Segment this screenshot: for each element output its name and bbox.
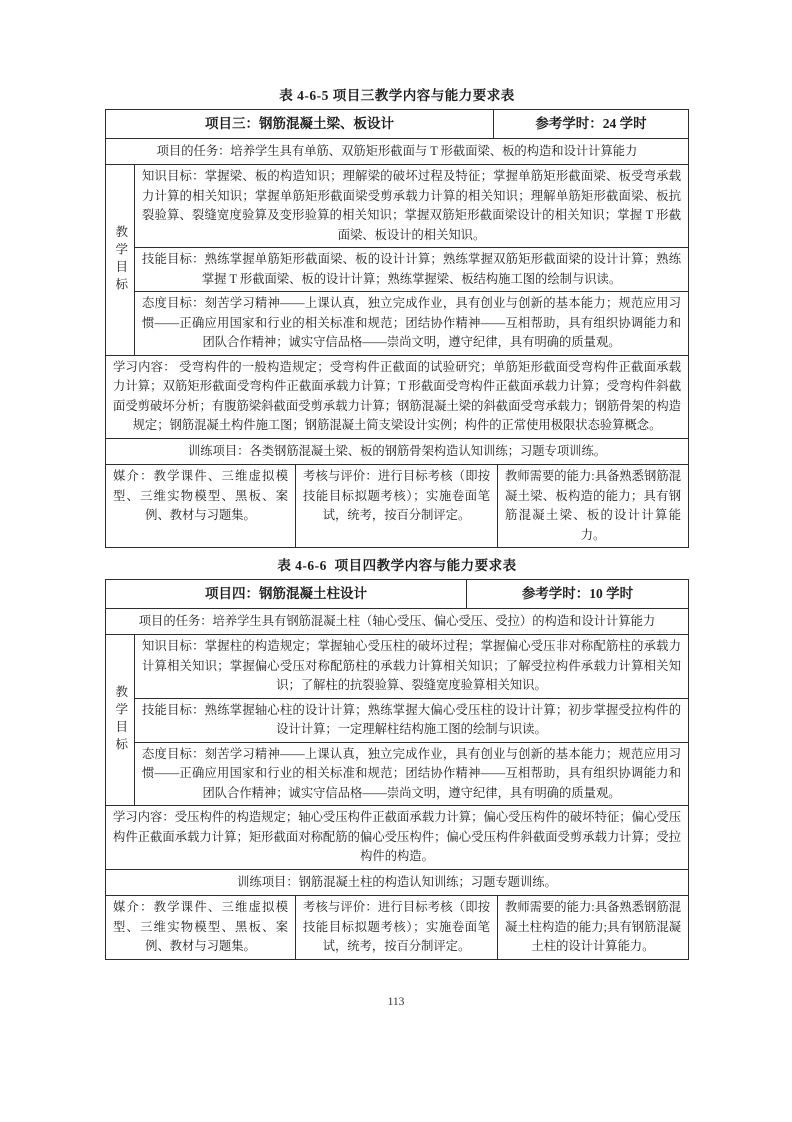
table1-knowledge-goal: 知识目标：掌握梁、板的构造知识；理解梁的破坏过程及特征；掌握单筋矩形截面梁、板受弯承载力计算的相关知识；掌握单筋矩形截面梁受剪承载力计算的相关知识；理解单筋矩形截面梁、板抗裂验算、裂缝宽度验算及变形验算的相关知识；掌握双筋矩形截面梁设计的相关知识；掌握 T 形截面梁、板设计的相关知识。	[142, 169, 681, 242]
table2-task-row: 项目的任务：培养学生具有钢筋混凝土柱（轴心受压、偏心受压、受拉）的构造和设计计算能力	[106, 608, 688, 635]
table1-teacher-ability-cell: 教师需要的能力:具备熟悉钢筋混凝土梁、板构造的能力；具有钢筋混凝土梁、板的设计计算能力。	[505, 469, 681, 542]
table1-skill-goal: 技能目标：熟练掌握单筋矩形截面梁、板的设计计算；熟练掌握双筋矩形截面梁的设计计算；熟练掌握 T 形截面梁、板的设计计算；熟练掌握梁、板结构施工图的绘制与识读。	[135, 247, 688, 291]
table2-learning-content: 学习内容：受压构件的构造规定；轴心受压构件正截面承载力计算；偏心受压构件的破坏特征；偏心受压构件正截面承载力计算；矩形截面对称配筋的偏心受压构件；偏心受压构件斜截面受剪承载力计算；受拉构件的构造。	[106, 805, 688, 869]
table2-project-title: 项目四：钢筋混凝土柱设计	[106, 580, 467, 608]
table1-project-title: 项目三：钢筋混凝土梁、板设计	[106, 110, 494, 138]
table1-goals-label: 教学目标	[106, 165, 135, 355]
table2-assessment-cell: 考核与评价：进行目标考核（即按技能目标拟题考核）；实施卷面笔试，统考，按百分制评定。	[296, 896, 498, 959]
table1	[105, 109, 689, 548]
table2-attitude-goal: 态度目标：刻苦学习精神——上课认真，独立完成作业，具有创业与创新的基本能力；规范应用习惯——正确应用国家和行业的相关标准和规范；团结协作精神——互相帮助，具有组织协调能力和团队合作精神；诚实守信品格——崇尚文明，遵守纪律，具有明确的质量观。	[135, 742, 688, 806]
table1-media-cell: 媒介：教学课件、三维虚拟模型、三维实物模型、黑板、案例、教材与习题集。	[106, 465, 296, 547]
table2-skill-goal: 技能目标：熟练掌握轴心柱的设计计算；熟练掌握大偏心受压柱的设计计算；初步掌握受拉构件的设计计算；一定理解柱结构施工图的绘制与识读。	[135, 698, 688, 742]
table1-goals-block	[106, 164, 688, 355]
table2	[105, 579, 689, 960]
table2-media-cell: 媒介：教学课件、三维虚拟模型、三维实物模型、黑板、案例、教材与习题集。	[106, 896, 296, 959]
table1-header-row	[106, 110, 688, 138]
table1-goals-body	[135, 165, 688, 355]
page-number: 113	[387, 996, 405, 1008]
document-body	[105, 84, 689, 966]
table2-header-row	[106, 580, 688, 608]
table1-training-row: 训练项目：各类钢筋混凝土梁、板的钢筋骨架构造认知训练；习题专项训练。	[106, 438, 688, 465]
table2-reference-hours: 参考学时：10 学时	[521, 586, 634, 601]
table2-teacher-ability-cell: 教师需要的能力:具备熟悉钢筋混凝土柱构造的能力;具有钢筋混凝土柱的设计计算能力。	[505, 900, 681, 953]
table1-reference-hours: 参考学时：24 学时	[535, 116, 647, 131]
table2-training-row: 训练项目：钢筋混凝土柱的构造认知训练；习题专题训练。	[106, 869, 688, 896]
table1-attitude-goal: 态度目标：刻苦学习精神——上课认真，独立完成作业，具有创业与创新的基本能力；规范应用习惯——正确应用国家和行业的相关标准和规范；团结协作精神——互相帮助，具有组织协调能力和团队合作精神；诚实守信品格——崇尚文明，遵守纪律，具有明确的质量观。	[135, 291, 688, 355]
table2-knowledge-goal: 知识目标：掌握柱的构造规定；掌握轴心受压柱的破坏过程；掌握偏心受压非对称配筋柱的承载力计算相关知识；掌握偏心受压对称配筋柱的承载力计算相关知识；了解受拉构件承载力计算相关知识；了解柱的抗裂验算、裂缝宽度验算相关知识。	[142, 639, 681, 692]
table2-bottom-row	[106, 895, 688, 959]
table1-assessment-cell: 考核与评价：进行目标考核（即按技能目标拟题考核）；实施卷面笔试，统考，按百分制评定。	[296, 465, 498, 547]
table2-goals-body	[135, 635, 688, 805]
table1-bottom-row	[106, 464, 688, 547]
table2-title: 表 4-6-6 项目四教学内容与能力要求表	[277, 558, 517, 573]
table2-goals-label: 教学目标	[106, 635, 135, 805]
table1-title: 表 4-6-5 项目三教学内容与能力要求表	[279, 88, 515, 103]
table1-task-row: 项目的任务：培养学生具有单筋、双筋矩形截面与 T 形截面梁、板的构造和设计计算能力	[106, 138, 688, 165]
table2-goals-block	[106, 634, 688, 805]
table1-learning-content: 学习内容： 受弯构件的一般构造规定；受弯构件正截面的试验研究；单筋矩形截面受弯构件正截面承载力计算；双筋矩形截面受弯构件正截面承载力计算；T 形截面受弯构件正截面承载力计算；受弯构件斜截面受剪破坏分析；有腹筋梁斜截面受剪承载力计算；钢筋混凝土梁的斜截面受弯承载力；钢筋骨架的构造规定；钢筋混凝土构件施工图；钢筋混凝土简支梁设计实例；构件的正常使用极限状态验算概念。	[106, 355, 688, 438]
